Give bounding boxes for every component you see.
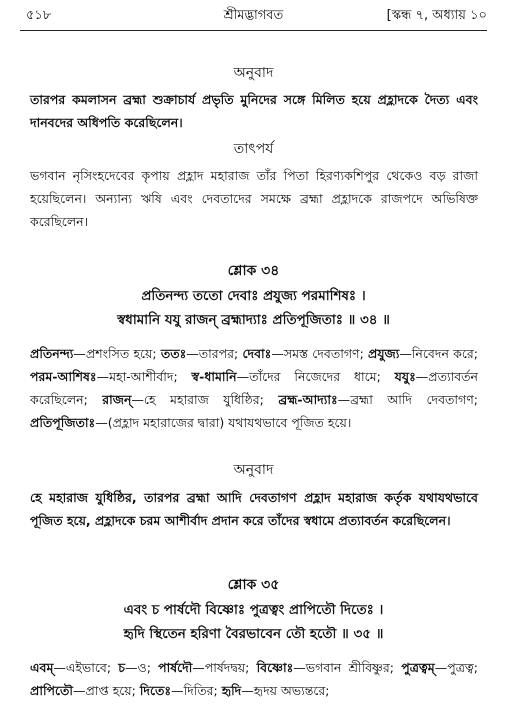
synonym-meaning: —প্রত্যাবর্তন করেছিলেন; [30, 369, 479, 407]
synonym-meaning: —মহা-আশীর্বাদ; [96, 369, 192, 384]
verse-line-2: হৃদি স্থিতেন হরিণা বৈরভাবেন তৌ হতৌ ॥ ৩৫ ॥ [123, 626, 384, 642]
synonym-meaning: —ও; [125, 660, 159, 675]
synonym-term: প্রতিনন্দ্য [30, 346, 74, 361]
synonym-meaning: —সমস্ত দেবতাগণ; [271, 346, 369, 361]
book-title: শ্রীমদ্ভাগবত [223, 8, 284, 23]
header-rule [20, 30, 487, 31]
verse-line-1: প্রতিনন্দ্য ততো দেবাঃ প্রযুজ্য পরমাশিষঃ । [141, 288, 366, 304]
sloka-verse-35 [0, 598, 507, 646]
synonym-term: ততঃ [160, 346, 187, 361]
synonym-term: যযুঃ [394, 369, 416, 384]
synonym-term: দিতেঃ [139, 683, 172, 698]
synonym-meaning: —এইভাবে; [53, 660, 119, 675]
sloka-heading-34: শ্লোক ৩৪ [227, 263, 280, 279]
synonym-meaning: —(প্রহ্লাদ মহারাজের দ্বারা) যথাযথভাবে পূজিত হয়ে। [95, 415, 352, 430]
sloka-verse-34 [0, 284, 507, 332]
synonym-meaning: —নিবেদন করে; [399, 346, 478, 361]
verse-line-2: স্বধামানি যযু রাজন্ ব্রহ্মাদ্যাঃ প্রতিপূজিতাঃ ॥ ৩৪ ॥ [117, 312, 390, 328]
chapter-reference: [স্কন্ধ ৭, অধ্যায় ১০ [386, 8, 487, 23]
synonym-meaning: —হৃদয় অভ্যন্তরে; [241, 683, 330, 698]
synonym-meaning: —দিতির; [171, 683, 222, 698]
synonym-term: চ [118, 660, 126, 675]
translation-paragraph: তারপর কমলাসন ব্রহ্মা শুক্রাচার্য প্রভৃতি মুনিদের সঙ্গে মিলিত হয়ে প্রহ্লাদকে দৈত্য এবং দানবদের অধিপতি করেছিলেন। [30, 92, 478, 130]
synonym-term: স্ব-ধামানি [191, 369, 237, 384]
synonym-term: প্রতিপূজিতাঃ [30, 415, 96, 430]
section-heading-translation: অনুবাদ [233, 65, 274, 81]
sloka-heading-35: শ্লোক ৩৫ [227, 577, 280, 593]
page-number: ৫১৮ [26, 8, 52, 23]
synonym-meaning: —প্রাপ্ত হয়ে; [73, 683, 140, 698]
synonym-meaning: —পার্ষদদ্বয়; [192, 660, 257, 675]
synonym-meaning: —প্রশংসিত হয়ে; [73, 346, 161, 361]
synonym-meaning: —পুত্রত্ব; [434, 660, 478, 675]
synonyms-paragraph-35 [30, 656, 478, 702]
synonym-term: প্রযুজ্য [368, 346, 400, 361]
synonym-term: পার্ষদৌ [158, 660, 193, 675]
synonym-meaning: —ভগবান শ্রীবিষ্ণুর; [293, 660, 402, 675]
synonym-term: বিষ্ণোঃ [256, 660, 294, 675]
section-heading-translation-2: অনুবাদ [233, 462, 274, 478]
synonym-meaning: —ব্রহ্মা আদি দেবতাগণ; [337, 392, 479, 407]
synonym-term: পুত্রত্বম্ [401, 660, 435, 675]
synonym-term: এবম্ [30, 660, 54, 675]
synonym-term: হৃদি [221, 683, 242, 698]
section-heading-purport: তাৎপর্য [233, 141, 274, 157]
synonym-meaning: —হে মহারাজ যুধিষ্ঠির; [131, 392, 279, 407]
synonym-meaning: —তারপর; [186, 346, 243, 361]
translation-paragraph-2: হে মহারাজ যুধিষ্ঠির, তারপর ব্রহ্মা আদি দেবতাগণ প্রহ্লাদ মহারাজ কর্তৃক যথাযথভাবে পূজিত হয়ে, প্রহ্লাদকে চরম আশীর্বাদ প্রদান করে তাঁদের স্বধামে প্রত্যাবর্তন করেছিলেন। [30, 490, 478, 528]
synonym-meaning: —তাঁদের নিজেদের ধামে; [236, 369, 395, 384]
synonym-term: পরম-আশিষঃ [30, 369, 97, 384]
synonym-term: রাজন্ [102, 392, 132, 407]
synonym-term: দেবাঃ [242, 346, 272, 361]
synonym-term: প্রাপিতৌ [30, 683, 73, 698]
verse-line-1: এবং চ পার্ষদৌ বিষ্ণোঃ পুত্রত্বং প্রাপিতৌ দিতেঃ । [123, 602, 384, 618]
synonyms-paragraph-34 [30, 342, 478, 434]
synonym-term: ব্রহ্ম-আদ্যাঃ [278, 392, 338, 407]
purport-paragraph: ভগবান নৃসিংহদেবের কৃপায় প্রহ্লাদ মহারাজ তাঁর পিতা হিরণ্যকশিপুর থেকেও বড় রাজা হয়েছিলেন। অন্যান্য ঋষি এবং দেবতাদের সমক্ষে ব্রহ্মা প্রহ্লাদকে রাজপদে অভিষিক্ত করেছিলেন। [30, 168, 478, 229]
